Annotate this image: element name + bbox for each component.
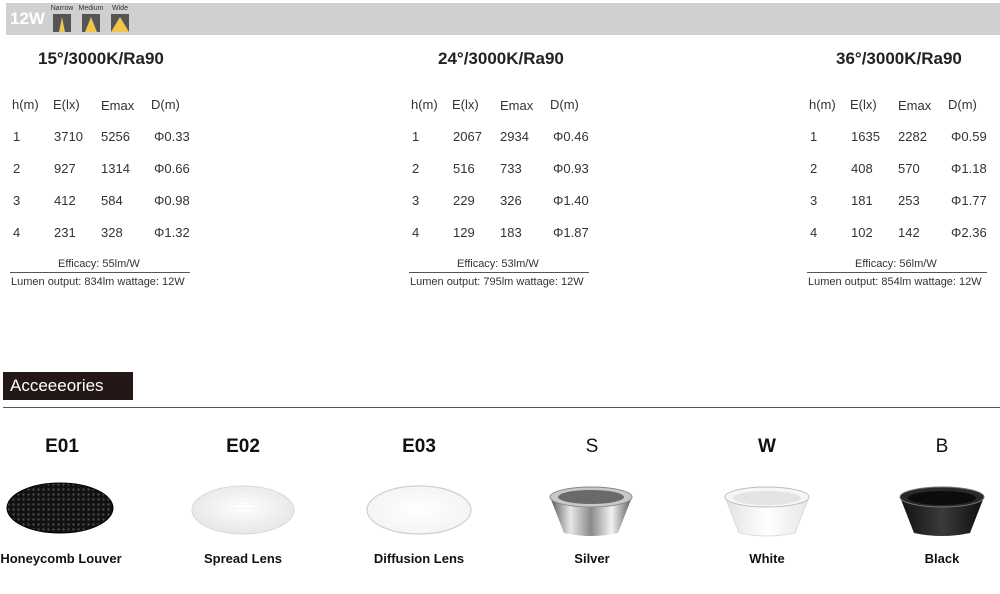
accessories-divider [3,407,1000,408]
table-cell: 2 [810,161,818,176]
table-cell: Φ1.32 [154,225,190,240]
lumen-output-note: Lumen output: 834lm wattage: 12W [11,276,185,288]
table-cell: 4 [412,225,420,240]
table-cell: 412 [54,193,76,208]
column-header: D(m) [948,97,977,112]
table-cell: 3710 [54,129,83,144]
accessory-name: Diffusion Lens [373,551,465,566]
table-title: 15°/3000K/Ra90 [38,49,164,68]
table-cell: 1 [412,129,420,144]
efficacy-note: Efficacy: 55lm/W [58,258,140,270]
honeycomb-louver-icon [6,482,114,534]
table-cell: Φ0.93 [553,161,589,176]
table-cell: 253 [898,193,920,208]
table-cell: 1314 [101,161,130,176]
table-cell: Φ2.36 [951,225,987,240]
accessory-code: E03 [402,436,436,457]
table-cell: Φ1.18 [951,161,987,176]
table-cell: Φ1.77 [951,193,987,208]
table-cell: 3 [412,193,420,208]
table-cell: Φ1.87 [553,225,589,240]
table-cell: 3 [810,193,818,208]
divider [807,272,987,273]
lumen-output-note: Lumen output: 795lm wattage: 12W [410,276,584,288]
table-cell: 181 [851,193,873,208]
table-cell: 231 [54,225,76,240]
table-cell: 1635 [851,129,880,144]
accessories-heading [3,372,133,400]
spread-lens-icon [190,484,296,536]
column-header: E(lx) [53,97,80,112]
wide-beam [107,5,133,32]
accessory-name: Spread Lens [203,551,283,566]
efficacy-note: Efficacy: 56lm/W [855,258,937,270]
narrow-beam-icon [53,14,71,32]
table-cell: 516 [453,161,475,176]
accessory-name: Silver [574,551,610,566]
column-header: Emax [101,98,135,113]
accessories-heading-label: Acceeeories [10,376,104,395]
table-cell: 1 [13,129,21,144]
table-cell: 142 [898,225,920,240]
table-cell: Φ0.33 [154,129,190,144]
table-title: 24°/3000K/Ra90 [438,49,564,68]
column-header: Emax [898,98,932,113]
accessory-code: B [935,436,949,457]
white-reflector-icon [723,483,811,537]
table-cell: 408 [851,161,873,176]
table-cell: 326 [500,193,522,208]
table-cell: 2 [13,161,21,176]
column-header: h(m) [12,97,39,112]
column-header: h(m) [809,97,836,112]
table-cell: Φ0.59 [951,129,987,144]
lumen-output-note: Lumen output: 854lm wattage: 12W [808,276,982,288]
wattage-header-bar [6,3,1000,35]
table-cell: 2067 [453,129,482,144]
column-header: D(m) [151,97,180,112]
accessory-name: Black [924,551,960,566]
table-cell: 4 [810,225,818,240]
black-reflector-icon [898,483,986,537]
table-title: 36°/3000K/Ra90 [836,49,962,68]
table-cell: 1 [810,129,818,144]
column-header: Emax [500,98,534,113]
table-cell: 2282 [898,129,927,144]
table-cell: 183 [500,225,522,240]
table-cell: 2934 [500,129,529,144]
silver-reflector-icon [548,483,634,537]
accessory-name: White [749,551,785,566]
narrow-beam-label: Narrow [50,5,74,12]
table-cell: 129 [453,225,475,240]
medium-beam [78,5,104,32]
efficacy-note: Efficacy: 53lm/W [457,258,539,270]
table-cell: 5256 [101,129,130,144]
column-header: h(m) [411,97,438,112]
accessory-code: E01 [45,436,79,457]
accessory-code: S [585,436,599,457]
medium-beam-icon [82,14,100,32]
column-header: E(lx) [452,97,479,112]
accessory-code: E02 [226,436,260,457]
accessory-code: W [758,436,776,457]
table-cell: 584 [101,193,123,208]
diffusion-lens-icon [365,484,473,536]
wide-beam-label: Wide [112,5,128,12]
table-cell: 927 [54,161,76,176]
table-cell: 102 [851,225,873,240]
table-cell: 733 [500,161,522,176]
table-cell: Φ1.40 [553,193,589,208]
table-cell: 229 [453,193,475,208]
wattage-label: 12W [10,9,45,28]
table-cell: Φ0.46 [553,129,589,144]
table-cell: 2 [412,161,420,176]
table-cell: 328 [101,225,123,240]
table-cell: 3 [13,193,21,208]
divider [10,272,190,273]
medium-beam-label: Medium [78,5,104,12]
divider [409,272,589,273]
table-cell: Φ0.66 [154,161,190,176]
wide-beam-icon [111,14,129,32]
narrow-beam [49,5,75,32]
table-cell: 570 [898,161,920,176]
accessory-name: Honeycomb Louver [0,551,122,566]
column-header: E(lx) [850,97,877,112]
table-cell: Φ0.98 [154,193,190,208]
table-cell: 4 [13,225,21,240]
column-header: D(m) [550,97,579,112]
